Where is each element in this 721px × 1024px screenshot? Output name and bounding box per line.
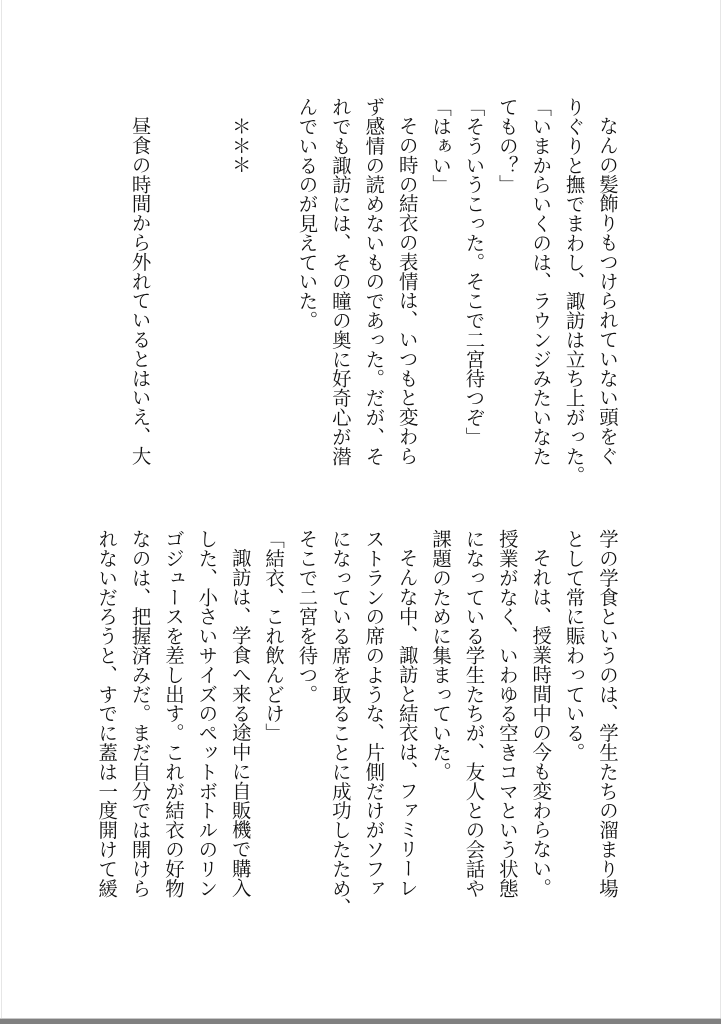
text-line: そこで二宮を待つ。 [295, 529, 319, 704]
top-text-block [123, 97, 624, 497]
text-line: ストランの席のような、片側だけがソファ [362, 529, 386, 898]
text-line: 「そういうこった。そこで二宮待つぞ」 [462, 97, 486, 447]
text-line: れないだろうと、すでに蓋は一度開けて緩 [95, 529, 119, 898]
text-line: 諏訪は、学食へ来る途中に自販機で購入 [228, 548, 252, 898]
text-line: ゴジュースを差し出す。これが結衣の好物 [161, 529, 185, 898]
text-line: 学の学食というのは、学生たちの溜まり場 [596, 529, 619, 898]
text-line: りぐりと撫でまわし、諏訪は立ち上がった。 [562, 97, 586, 485]
text-line: なんの髪飾りもつけられていない頭をぐ [596, 116, 619, 466]
text-line: 課題のために集まっていた。 [429, 529, 453, 782]
text-line: それは、授業時間中の今も変わらない。 [529, 548, 553, 898]
bottom-text-block [90, 529, 624, 929]
text-line: 「いまからいくのは、ラウンジみたいなた [529, 97, 553, 466]
text-line: した、小さいサイズのペットボトルのリン [195, 529, 219, 898]
text-line: として常に賑わっている。 [562, 529, 586, 762]
text-line: 「はぁい」 [429, 97, 453, 194]
text-line: になっている席を取ることに成功したため、 [328, 529, 352, 917]
document-page [1, 0, 721, 1018]
text-line: なのは、把握済みだ。まだ自分では開けら [128, 529, 152, 898]
text-line: れでも諏訪には、その瞳の奥に好奇心が潜 [328, 97, 352, 466]
blank-line [257, 97, 290, 497]
text-line: になっている学生たちが、友人との会話や [462, 529, 486, 898]
text-line: てもの？」 [495, 97, 519, 194]
text-line: そんな中、諏訪と結衣は、ファミリーレ [395, 548, 419, 898]
text-line: 昼食の時間から外れているとはいえ、大 [128, 116, 152, 466]
text-line: ず感情の読めないものであった。だが、そ [362, 97, 386, 466]
blank-line [157, 97, 190, 497]
text-line: 授業がなく、いわゆる空きコマという状態 [495, 529, 519, 898]
blank-line [190, 97, 223, 497]
text-line: んでいるのが見えていた。 [295, 97, 319, 330]
bottom-scrollbar-edge [0, 1018, 721, 1024]
text-line: その時の結衣の表情は、いつもと変わら [395, 116, 419, 466]
text-line: 「結衣、これ飲んどけ」 [262, 529, 286, 743]
scene-break: ＊＊＊ [228, 116, 252, 175]
